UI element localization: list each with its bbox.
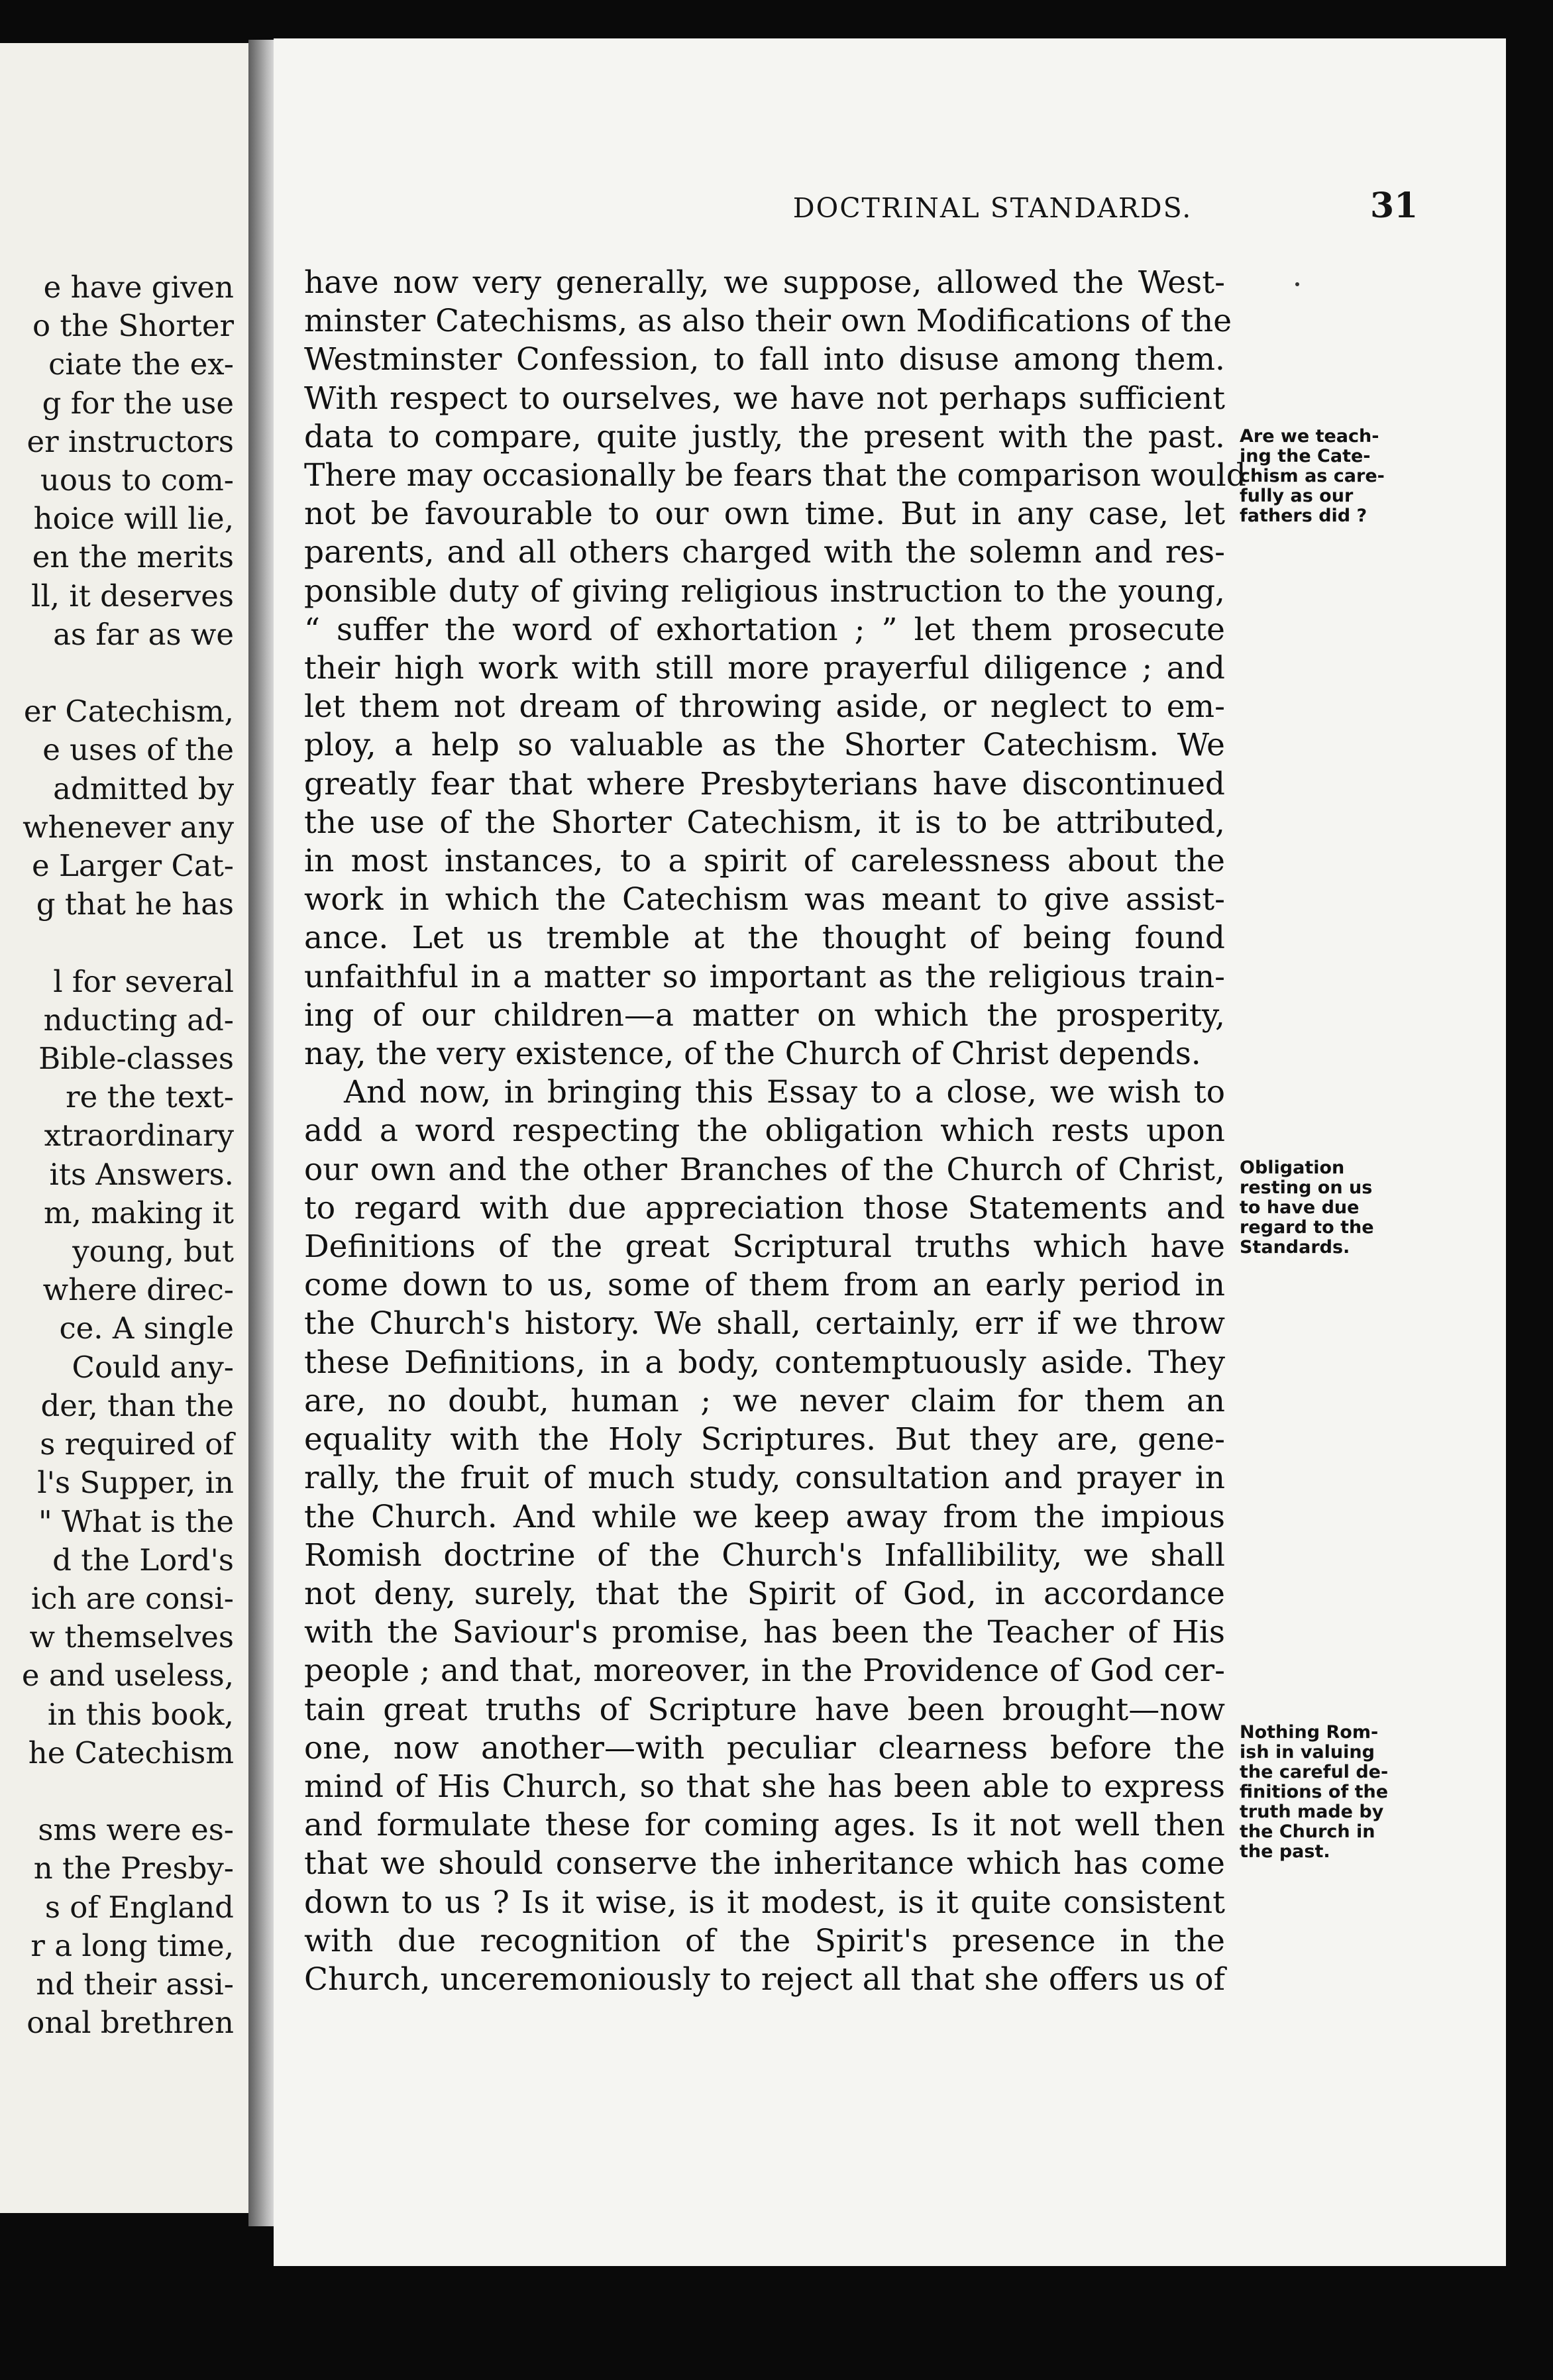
left-page-line: ce. A single <box>59 1311 234 1346</box>
sidenote-obligation: Obligation resting on us to have due regard to the Standards. <box>1240 1158 1374 1258</box>
left-page-line <box>22 654 234 692</box>
left-page-line: o the Shorter <box>32 308 234 344</box>
left-page-line: r a long time, <box>30 1927 234 1963</box>
left-page-line: g that he has <box>36 887 234 922</box>
body-line: equality with the Holy Scriptures. But they are, gene- <box>304 1421 1225 1458</box>
body-line: parents, and all others charged with the solemn and res- <box>304 534 1225 571</box>
left-page-line <box>22 1772 234 1811</box>
body-line: let them not dream of throwing aside, or neglect to em- <box>304 688 1225 726</box>
body-line: these Definitions, in a body, contemptuously aside. They <box>304 1344 1225 1381</box>
body-line: nay, the very existence, of the Church of Christ depends. <box>304 1036 1201 1073</box>
body-line: with due recognition of the Spirit's presence in the <box>304 1922 1225 1959</box>
body-line: tain great truths of Scripture have been brought—now <box>304 1691 1225 1728</box>
left-page-line: l for several <box>53 963 234 999</box>
body-line: “ suffer the word of exhortation ; ” let them prosecute <box>304 611 1225 648</box>
left-page-line: onal brethren <box>27 2005 234 2041</box>
left-page-line: " What is the <box>38 1503 234 1539</box>
left-page-line: uous to com- <box>40 462 234 498</box>
body-line: not deny, surely, that the Spirit of God, in accordance <box>304 1575 1225 1612</box>
left-page-line: its Answers. <box>49 1156 234 1192</box>
left-page-line: Bible-classes <box>38 1041 234 1077</box>
body-line: come down to us, some of them from an early period in <box>304 1267 1225 1304</box>
left-page-line: d the Lord's <box>52 1542 234 1578</box>
left-page-line: xtraordinary <box>44 1118 234 1154</box>
body-line: that we should conserve the inheritance which has come <box>304 1845 1225 1882</box>
left-page-line: e and useless, <box>21 1658 234 1694</box>
left-page-line: der, than the <box>40 1387 234 1423</box>
page-number: 31 <box>1370 186 1419 226</box>
left-page-line: er instructors <box>27 423 234 459</box>
left-page-line: in this book, <box>47 1696 234 1732</box>
body-line: With respect to ourselves, we have not perhaps sufficient <box>304 380 1225 417</box>
left-page-line: l's Supper, in <box>37 1465 234 1501</box>
left-page-line: er Catechism, <box>23 694 234 730</box>
paper-speck <box>1295 282 1299 286</box>
body-line: their high work with still more prayerful diligence ; and <box>304 650 1225 687</box>
left-page-line: ll, it deserves <box>31 578 234 614</box>
body-line: minster Catechisms, as also their own Modifications of the <box>304 303 1232 340</box>
left-page-line: e Larger Cat- <box>32 848 234 884</box>
body-line: down to us ? Is it wise, is it modest, is it quite consistent <box>304 1884 1225 1921</box>
left-page-line: s required of <box>40 1427 234 1462</box>
body-line: ponsible duty of giving religious instruction to the young, <box>304 572 1225 610</box>
left-page-line: ciate the ex- <box>48 347 234 382</box>
left-page-line: ich are consi- <box>30 1580 234 1616</box>
body-line: ing of our children—a matter on which the prosperity, <box>304 997 1225 1034</box>
left-page-line: nd their assi- <box>36 1966 234 2002</box>
body-line: the Church's history. We shall, certainly, err if we throw <box>304 1305 1225 1342</box>
left-page-line: n the Presby- <box>33 1851 234 1886</box>
body-line: greatly fear that where Presbyterians have discontinued <box>304 765 1225 802</box>
left-page-line: g for the use <box>42 385 234 421</box>
body-line: not be favourable to our own time. But in any case, let <box>304 496 1225 533</box>
running-head: DOCTRINAL STANDARDS. <box>792 192 1193 224</box>
body-line: work in which the Catechism was meant to give assist- <box>304 881 1225 918</box>
right-page <box>274 38 1506 2266</box>
body-line: our own and the other Branches of the Church of Christ, <box>304 1151 1225 1188</box>
left-page-line: w themselves <box>29 1619 234 1655</box>
body-line: with the Saviour's promise, has been the Teacher of His <box>304 1614 1225 1651</box>
left-page-line: en the merits <box>32 539 234 575</box>
left-page-line: e have given <box>43 270 234 305</box>
left-page-line: re the text- <box>66 1079 234 1115</box>
left-page-line: as far as we <box>53 616 234 652</box>
body-line: There may occasionally be fears that the comparison would <box>304 457 1246 494</box>
body-line: add a word respecting the obligation which rests upon <box>304 1112 1225 1150</box>
left-page-line: he Catechism <box>28 1735 234 1770</box>
body-line: the Church. And while we keep away from the impious <box>304 1498 1225 1535</box>
body-line: to regard with due appreciation those Statements and <box>304 1189 1225 1226</box>
body-line: ance. Let us tremble at the thought of being found <box>304 920 1225 957</box>
body-line: people ; and that, moreover, in the Providence of God cer- <box>304 1652 1225 1690</box>
left-page-line: nducting ad- <box>43 1002 234 1038</box>
left-page-text <box>22 268 234 2042</box>
left-page-line: hoice will lie, <box>33 501 234 537</box>
left-page-line: whenever any <box>23 809 234 845</box>
body-line: rally, the fruit of much study, consultation and prayer in <box>304 1460 1225 1497</box>
body-line: Westminster Confession, to fall into disuse among them. <box>304 341 1225 378</box>
left-page-line: sms were es- <box>38 1812 234 1848</box>
body-line: the use of the Shorter Catechism, it is to be attributed, <box>304 804 1225 841</box>
body-line: Romish doctrine of the Church's Infallibility, we shall <box>304 1537 1225 1574</box>
body-line: and formulate these for coming ages. Is it not well then <box>304 1807 1225 1844</box>
left-page-line <box>22 924 234 962</box>
body-line: mind of His Church, so that she has been able to express <box>304 1768 1225 1805</box>
body-line: in most instances, to a spirit of carelessness about the <box>304 843 1225 880</box>
left-page-line: where direc- <box>42 1272 234 1308</box>
body-line: have now very generally, we suppose, allowed the West- <box>304 264 1225 301</box>
left-page-line: admitted by <box>53 771 234 806</box>
page-gutter <box>248 40 275 2226</box>
left-page-line: m, making it <box>43 1195 234 1230</box>
left-facing-page <box>0 43 248 2213</box>
sidenote-nothing-romish: Nothing Rom- ish in valuing the careful de- finitions of the truth made by the Church in the past. <box>1240 1722 1389 1862</box>
body-line: unfaithful in a matter so important as the religious train- <box>304 958 1225 995</box>
body-line: Definitions of the great Scriptural truths which have <box>304 1228 1225 1266</box>
body-line: are, no doubt, human ; we never claim for them an <box>304 1382 1225 1419</box>
sidenote-catechism: Are we teach- ing the Cate- chism as care- fully as our fathers did ? <box>1240 426 1385 526</box>
body-line: data to compare, quite justly, the present with the past. <box>304 418 1225 455</box>
body-text <box>304 264 1246 1999</box>
left-page-line: young, but <box>72 1234 234 1270</box>
left-page-line: e uses of the <box>42 732 234 768</box>
left-page-line: s of England <box>44 1889 234 1925</box>
body-line: ploy, a help so valuable as the Shorter Catechism. We <box>304 727 1225 764</box>
left-page-line: Could any- <box>72 1349 234 1385</box>
body-line: And now, in bringing this Essay to a close, we wish to <box>344 1074 1225 1111</box>
body-line: one, now another—with peculiar clearness before the <box>304 1729 1225 1766</box>
body-line: Church, unceremoniously to reject all that she offers us of <box>304 1961 1225 1998</box>
